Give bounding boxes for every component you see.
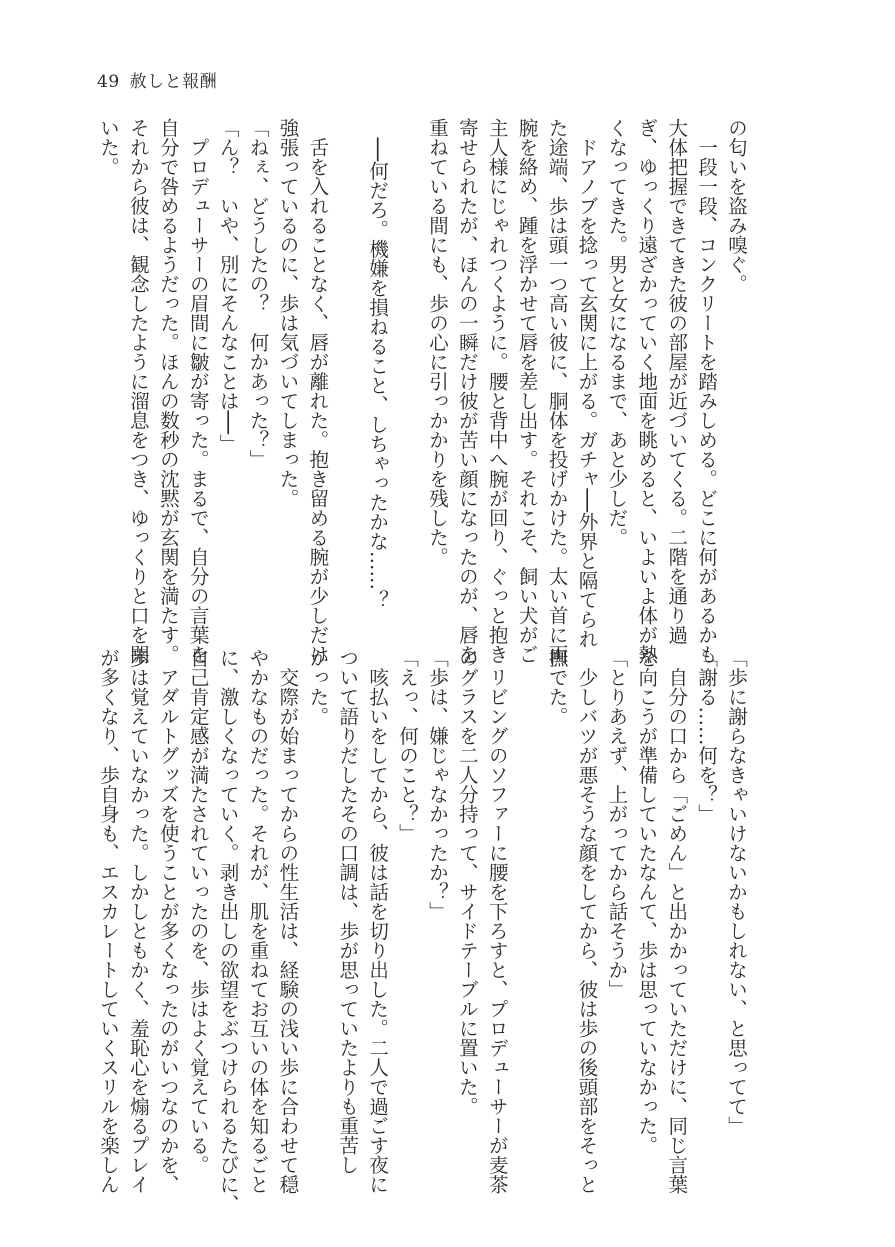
text-line: 「とりあえず、上がってから話そうか」 bbox=[605, 648, 629, 999]
text-line: の匂いを盗み嗅ぐ。 bbox=[725, 118, 748, 294]
text-line: 交際が始まってからの性生活は、経験の浅い歩に合わせて穏 bbox=[276, 648, 300, 1194]
text-line: 寄せられたが、ほんの一瞬だけ彼が苦い顔になったのが、唇を bbox=[455, 118, 479, 664]
page-number: 49 bbox=[97, 72, 120, 92]
text-line: アダルトグッズを使うことが多くなったのがいつなのかを、 bbox=[156, 648, 180, 1194]
chapter-title: 赦しと報酬 bbox=[129, 72, 218, 92]
text-line: くなってきた。男と女になるまで、あと少しだ。 bbox=[605, 118, 629, 547]
text-line: 自己肯定感が満たされていったのを、歩はよく覚えている。 bbox=[186, 648, 210, 1175]
text-line: ──何だろ。機嫌を損ねること、しちゃったかな……？ bbox=[366, 118, 390, 610]
text-line: 主人様にじゃれつくように。腰と背中へ腕が回り、ぐっと抱き bbox=[485, 118, 509, 664]
text-line: やかなものだった。それが、肌を重ねてお互いの体を知るごと bbox=[246, 648, 270, 1194]
blank-line bbox=[332, 118, 362, 608]
text-line: プロデューサーの眉間に皺が寄った。まるで、自分の言葉を bbox=[186, 118, 210, 664]
text-line: 重ねている間にも、歩の心に引っかかりを残した。 bbox=[425, 118, 449, 567]
text-line: 自分の口から「ごめん」と出かかっていただけに、同じ言葉 bbox=[665, 648, 689, 1194]
blank-line bbox=[512, 648, 542, 1138]
text-line: を向こうが準備していたなんて、歩は思っていなかった。 bbox=[635, 648, 659, 1155]
text-line: のグラスを二人分持って、サイドテーブルに置いた。 bbox=[455, 648, 479, 1116]
text-line: に、激しくなっていく。剥き出しの欲望をぶつけられるたびに、 bbox=[216, 648, 240, 1214]
text-line: 「歩に謝らなきゃいけないかもしれない、と思ってて」 bbox=[725, 648, 748, 1136]
upper-text-block bbox=[97, 118, 751, 664]
lower-text-block bbox=[96, 648, 751, 1214]
running-header bbox=[97, 72, 217, 92]
text-line: 歩は覚えていなかった。しかしともかく、羞恥心を煽るプレイ bbox=[126, 648, 150, 1194]
text-line: ドアノブを捻って玄関に上がる。ガチャ──外界と隔てられ bbox=[575, 118, 599, 649]
text-line: 「謝る……何を？」 bbox=[695, 648, 719, 824]
text-line: 咳払いをしてから、彼は話を切り出した。二人で過ごす夜に bbox=[366, 648, 390, 1194]
text-line: 大体把握できてきた彼の部屋が近づいてくる。二階を通り過 bbox=[665, 118, 689, 645]
text-line: かった。 bbox=[306, 648, 330, 726]
text-line: 少しバツが悪そうな顔をしてから、彼は歩の後頭部をそっと bbox=[575, 648, 599, 1194]
text-line: ぎ、ゆっくり遠ざかっていく地面を眺めると、いよいよ体が熱 bbox=[635, 118, 659, 664]
text-line: リビングのソファーに腰を下ろすと、プロデューサーが麦茶 bbox=[485, 648, 509, 1194]
text-line: いた。 bbox=[97, 118, 120, 177]
text-line: それから彼は、観念したように溜息をつき、ゆっくりと口を開 bbox=[126, 118, 150, 664]
text-line: 舌を入れることなく、唇が離れた。抱き留める腕が少しだけ bbox=[306, 118, 330, 664]
text-line: 撫でた。 bbox=[545, 648, 569, 726]
text-line: 「ねぇ、どうしたの？ 何かあった？」 bbox=[246, 118, 270, 469]
text-line: 強張っているのに、歩は気づいてしまった。 bbox=[276, 118, 300, 508]
blank-line bbox=[392, 118, 422, 608]
text-line: ついて語りだしたその口調は、歩が思っていたよりも重苦し bbox=[336, 648, 360, 1175]
text-line: 「歩は、嫌じゃなかったか？」 bbox=[425, 648, 449, 921]
text-line: 「えっ、何のこと？」 bbox=[396, 648, 420, 843]
text-line: が多くなり、歩自身も、エスカレートしていくスリルを楽しん bbox=[96, 648, 120, 1194]
text-line: 一段一段、コンクリートを踏みしめる。どこに何があるかも bbox=[695, 118, 719, 664]
text-line: 自分で咎めるようだった。ほんの数秒の沈黙が玄関を満たす。 bbox=[156, 118, 180, 664]
text-line: 「ん？ いや、別にそんなことは──」 bbox=[216, 118, 240, 454]
text-line: 腕を絡め、踵を浮かせて唇を差し出す。それこそ、飼い犬がご bbox=[515, 118, 539, 664]
text-line: た途端、歩は頭一つ高い彼に、胴体を投げかけた。太い首に両 bbox=[545, 118, 569, 664]
